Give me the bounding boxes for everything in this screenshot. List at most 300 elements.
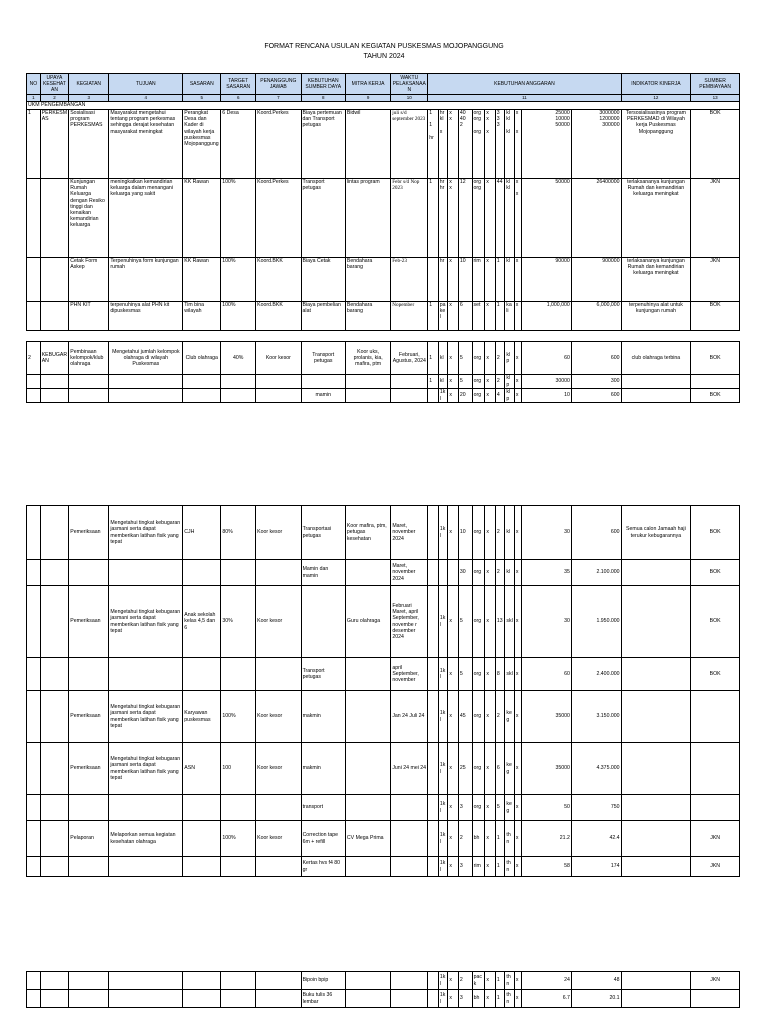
- cell-a5: pack: [472, 972, 485, 990]
- cell-a10: 30: [522, 506, 572, 560]
- cell-target: [221, 990, 256, 1008]
- cell-a2: 1kl: [438, 586, 448, 658]
- table-row: [27, 586, 740, 658]
- cell-dana: BOK: [691, 389, 740, 403]
- index-cell: 9: [345, 95, 390, 102]
- cell-a2: pa kel: [438, 302, 448, 331]
- cell-a6: x: [485, 972, 496, 990]
- cell-a7: 3 3 3: [495, 110, 505, 179]
- cell-a2: 1kl: [438, 691, 448, 743]
- cell-a10: 35000: [522, 743, 572, 795]
- cell-a6: x: [485, 389, 496, 403]
- cell-no: [27, 302, 41, 331]
- cell-mitra: [345, 743, 390, 795]
- cell-target: 100: [221, 743, 256, 795]
- cell-a5: org: [472, 560, 485, 586]
- cell-kegiatan: Cetak Form Askep: [69, 258, 109, 302]
- cell-pj: [256, 658, 301, 691]
- cell-a9: x: [514, 560, 521, 586]
- cell-a3: [448, 560, 459, 586]
- cell-mitra: lintas program: [345, 179, 390, 258]
- cell-a4: 10: [458, 258, 472, 302]
- cell-a3: x: [448, 302, 459, 331]
- cell-a8: keg: [505, 743, 515, 795]
- cell-a2: 1kl: [438, 743, 448, 795]
- cell-waktu: Februari, Agustus, 2024: [391, 342, 428, 375]
- header-cell: MITRA KERJA: [345, 74, 390, 95]
- cell-a5: org: [472, 795, 485, 821]
- cell-pj: Koord.Perkes: [256, 179, 301, 258]
- cell-sumber: Mamin dan mamin: [301, 560, 345, 586]
- cell-total: 6,000,000: [571, 302, 621, 331]
- table-row: [27, 110, 740, 179]
- cell-target: 100%: [221, 302, 256, 331]
- cell-mitra: [345, 857, 390, 877]
- cell-a2: hr: [438, 258, 448, 302]
- cell-indikator: [621, 857, 691, 877]
- cell-sasaran: Club olahraga: [183, 342, 221, 375]
- cell-a7: 2: [495, 560, 505, 586]
- cell-a8: kali: [505, 302, 515, 331]
- cell-a7: 1: [495, 990, 505, 1008]
- cell-sumber: Transportasi petugas: [301, 506, 345, 560]
- cell-mitra: CV Mega Prima: [345, 821, 390, 857]
- cell-mitra: Guru olahraga: [345, 586, 390, 658]
- header-cell: WAKTU PELAKSANAAN: [392, 74, 426, 94]
- cell-kegiatan: [69, 389, 109, 403]
- cell-kegiatan: Pemeriksaan: [69, 506, 109, 560]
- cell-no: [27, 658, 41, 691]
- budget-table-top: [26, 73, 740, 331]
- table-row: [27, 743, 740, 795]
- cell-indikator: [621, 389, 691, 403]
- cell-total: 300: [571, 375, 621, 389]
- cell-a3: x: [448, 586, 459, 658]
- cell-no: [27, 821, 41, 857]
- cell-dana: JKN: [691, 179, 740, 258]
- cell-upaya: [40, 389, 69, 403]
- cell-kegiatan: [69, 560, 109, 586]
- cell-a6: x: [485, 857, 496, 877]
- cell-a10: 60: [522, 342, 572, 375]
- cell-mitra: [345, 795, 390, 821]
- cell-target: [221, 857, 256, 877]
- cell-pj: Koor kesor: [256, 506, 301, 560]
- cell-a5: org: [472, 586, 485, 658]
- cell-indikator: [621, 743, 691, 795]
- cell-upaya: [40, 258, 69, 302]
- cell-a10: 30000: [522, 375, 572, 389]
- cell-a1: [428, 560, 439, 586]
- cell-sasaran: [183, 857, 221, 877]
- cell-a9: x: [514, 389, 521, 403]
- cell-dana: [691, 375, 740, 389]
- cell-a2: 1kl: [438, 821, 448, 857]
- cell-dana: BOK: [691, 586, 740, 658]
- cell-a4: 5: [458, 658, 472, 691]
- cell-indikator: [621, 821, 691, 857]
- cell-a9: x: [514, 342, 521, 375]
- cell-kegiatan: Pembinaan kelompok/klub olahraga: [69, 342, 109, 375]
- cell-a1: 1: [428, 179, 439, 258]
- cell-a2: kl: [438, 342, 448, 375]
- cell-a10: 10: [522, 389, 572, 403]
- cell-pj: Koord.BKK: [256, 302, 301, 331]
- cell-mitra: Koor mafira, ptm, petugas kesehatan: [345, 506, 390, 560]
- cell-a7: 1: [495, 302, 505, 331]
- cell-pj: [256, 972, 301, 990]
- cell-a4: 45: [458, 691, 472, 743]
- cell-tujuan: Melaporkan semua kegiatan kesehatan olahraga: [109, 821, 183, 857]
- cell-a8: keg: [505, 795, 515, 821]
- table-row: [27, 857, 740, 877]
- cell-indikator: terpenuhinya alat untuk kunjungan rumah: [621, 302, 691, 331]
- cell-a4: 25: [458, 743, 472, 795]
- cell-waktu: Feb-23: [391, 258, 428, 302]
- cell-a7: 44: [495, 179, 505, 258]
- cell-a7: 2: [495, 375, 505, 389]
- cell-a9: x: [514, 857, 521, 877]
- cell-mitra: [345, 375, 390, 389]
- cell-tujuan: Mengetahui jumlah kelompok olahraga di wilayah Puskesmas: [109, 342, 183, 375]
- cell-total: 48: [571, 972, 621, 990]
- cell-dana: JKN: [691, 972, 740, 990]
- cell-pj: [256, 560, 301, 586]
- cell-mitra: Koor uks, prolanis, kia, mafira, ptm: [345, 342, 390, 375]
- cell-sumber: makmin: [301, 691, 345, 743]
- header-cell: NO: [27, 74, 41, 95]
- header-row: [27, 74, 740, 95]
- cell-a6: x: [485, 821, 496, 857]
- cell-waktu: [391, 375, 428, 389]
- cell-a5: bh: [472, 990, 485, 1008]
- cell-a8: kl: [505, 258, 515, 302]
- cell-a8: keg: [505, 691, 515, 743]
- cell-waktu: [391, 857, 428, 877]
- cell-a2: hr hr: [438, 179, 448, 258]
- block-pemeriksaan: [27, 506, 740, 877]
- cell-a5: set: [472, 302, 485, 331]
- cell-indikator: [621, 560, 691, 586]
- cell-total: 750: [571, 795, 621, 821]
- block-kebugaran: [27, 342, 740, 403]
- cell-indikator: [621, 658, 691, 691]
- cell-a6: x: [485, 743, 496, 795]
- cell-a9: x: [514, 821, 521, 857]
- cell-a6: x: [485, 258, 496, 302]
- cell-total: 26400000: [571, 179, 621, 258]
- cell-no: [27, 743, 41, 795]
- cell-a1: [428, 658, 439, 691]
- cell-waktu: [391, 389, 428, 403]
- cell-a10: 60: [522, 658, 572, 691]
- cell-kegiatan: PHN KIT: [69, 302, 109, 331]
- cell-pj: [256, 990, 301, 1008]
- cell-indikator: [621, 990, 691, 1008]
- cell-sasaran: [183, 560, 221, 586]
- cell-kegiatan: [69, 795, 109, 821]
- cell-a6: x: [485, 375, 496, 389]
- cell-tujuan: [109, 795, 183, 821]
- cell-sumber: Correction tape 6m + refill: [301, 821, 345, 857]
- cell-sumber: Transport petugas: [301, 658, 345, 691]
- cell-a3: x x: [448, 110, 459, 179]
- cell-a1: [428, 795, 439, 821]
- table-row: [27, 375, 740, 389]
- cell-upaya: [40, 821, 69, 857]
- cell-a3: x: [448, 972, 459, 990]
- cell-pj: Koor kesor: [256, 342, 301, 375]
- cell-total: 600: [571, 342, 621, 375]
- cell-kegiatan: [69, 990, 109, 1008]
- cell-sasaran: [183, 821, 221, 857]
- cell-a10: 90000: [522, 258, 572, 302]
- cell-indikator: club olahraga terbina: [621, 342, 691, 375]
- cell-a4: 2: [458, 821, 472, 857]
- cell-tujuan: Terpenuhinya form kunjungan rumah: [109, 258, 183, 302]
- cell-sasaran: ASN: [183, 743, 221, 795]
- cell-mitra: [345, 658, 390, 691]
- cell-a2: 1kl: [438, 857, 448, 877]
- index-cell: 7: [256, 95, 301, 102]
- header-cell: TARGET SASARAN: [221, 74, 256, 95]
- cell-sasaran: [183, 990, 221, 1008]
- cell-target: [221, 375, 256, 389]
- cell-a2: 1kl: [438, 972, 448, 990]
- cell-a8: klp: [505, 375, 515, 389]
- cell-a8: klp: [505, 342, 515, 375]
- cell-a10: 30: [522, 586, 572, 658]
- cell-a5: rim: [472, 857, 485, 877]
- cell-sumber: Kertas hvs f4 80 gr: [301, 857, 345, 877]
- cell-a8: kl: [505, 506, 515, 560]
- cell-dana: JKN: [691, 258, 740, 302]
- cell-target: [221, 795, 256, 821]
- cell-kegiatan: Sosialisasi program PERKESMAS: [69, 110, 109, 179]
- cell-a2: [438, 560, 448, 586]
- cell-a4: 2: [458, 972, 472, 990]
- cell-a3: x: [448, 990, 459, 1008]
- budget-table-kebugaran: [26, 341, 740, 403]
- cell-a1: 1: [428, 302, 439, 331]
- cell-kegiatan: Pemeriksaan: [69, 691, 109, 743]
- cell-upaya: [40, 990, 69, 1008]
- cell-a1: [428, 743, 439, 795]
- cell-waktu: [391, 972, 428, 990]
- cell-a6: x: [485, 302, 496, 331]
- cell-a6: x: [485, 506, 496, 560]
- cell-kegiatan: Pemeriksaan: [69, 586, 109, 658]
- cell-waktu: Maret, november 2024: [391, 560, 428, 586]
- cell-dana: [691, 743, 740, 795]
- cell-a10: 50: [522, 795, 572, 821]
- cell-a7: 1: [495, 258, 505, 302]
- cell-target: 100%: [221, 258, 256, 302]
- cell-a1: [428, 972, 439, 990]
- cell-sasaran: [183, 389, 221, 403]
- cell-sasaran: [183, 658, 221, 691]
- cell-a9: x: [514, 258, 521, 302]
- cell-target: 80%: [221, 506, 256, 560]
- cell-tujuan: Mengetahui tingkat kebugaran jasmani serta dapat memberikan latihan fisik yang tepat: [109, 586, 183, 658]
- cell-total: 3.150.000: [571, 691, 621, 743]
- cell-a5: org org org: [472, 110, 485, 179]
- header-cell: PENANGGUNG JAWAB: [256, 74, 301, 95]
- cell-a4: 10: [458, 506, 472, 560]
- cell-a3: x: [448, 342, 459, 375]
- cell-a8: kl kl: [505, 179, 515, 258]
- cell-a4: 40 40 2: [458, 110, 472, 179]
- cell-a8: thn: [505, 857, 515, 877]
- index-cell: 5: [183, 95, 221, 102]
- cell-no: [27, 179, 41, 258]
- cell-indikator: [621, 691, 691, 743]
- cell-waktu: Jan 24 Juli 24: [391, 691, 428, 743]
- cell-indikator: [621, 375, 691, 389]
- cell-upaya: [40, 691, 69, 743]
- cell-total: 600: [571, 389, 621, 403]
- header-cell: KEBUTUHAN ANGGARAN: [428, 74, 621, 95]
- cell-dana: BOK: [691, 506, 740, 560]
- table-row: [27, 179, 740, 258]
- cell-a5: org: [472, 375, 485, 389]
- cell-a2: 1kl: [438, 389, 448, 403]
- cell-sasaran: KK Rawan: [183, 258, 221, 302]
- index-cell: 11: [428, 95, 621, 102]
- cell-kegiatan: [69, 857, 109, 877]
- cell-a3: x: [448, 795, 459, 821]
- cell-dana: JKN: [691, 821, 740, 857]
- cell-a10: 58: [522, 857, 572, 877]
- cell-a2: hr kl x: [438, 110, 448, 179]
- cell-sumber: [301, 375, 345, 389]
- cell-a4: 5: [458, 342, 472, 375]
- cell-target: [221, 389, 256, 403]
- cell-pj: [256, 857, 301, 877]
- cell-a5: org: [472, 342, 485, 375]
- cell-indikator: Tersosialisasinya program PERKESMAD di Wilayah kerja Puskesmas Mojopanggung: [621, 110, 691, 179]
- cell-no: 1: [27, 110, 41, 179]
- cell-a7: 2: [495, 691, 505, 743]
- cell-total: 2.400.000: [571, 658, 621, 691]
- header-cell: SASARAN: [183, 74, 221, 95]
- cell-target: 6 Desa: [221, 110, 256, 179]
- cell-sasaran: [183, 375, 221, 389]
- cell-a7: 2: [495, 342, 505, 375]
- budget-table-pemeriksaan: [26, 505, 740, 877]
- cell-a2: 1kl: [438, 658, 448, 691]
- cell-no: [27, 972, 41, 990]
- cell-a4: 12: [458, 179, 472, 258]
- cell-a2: 1kl: [438, 990, 448, 1008]
- cell-a10: 50000: [522, 179, 572, 258]
- cell-sasaran: KK Rawan: [183, 179, 221, 258]
- table-row: [27, 795, 740, 821]
- cell-a9: x: [514, 658, 521, 691]
- cell-a3: x: [448, 375, 459, 389]
- cell-dana: JKN: [691, 857, 740, 877]
- cell-no: [27, 857, 41, 877]
- cell-a8: skl: [505, 586, 515, 658]
- cell-sasaran: Perangkat Desa dan Kader di wilayah kerja puskesmas Mojopanggung: [183, 110, 221, 179]
- cell-upaya: [40, 972, 69, 990]
- index-cell: 10: [391, 95, 428, 102]
- cell-upaya: PERKESMAS: [40, 110, 69, 179]
- cell-a9: x: [514, 972, 521, 990]
- cell-upaya: [40, 506, 69, 560]
- cell-sumber: Transport petugas: [301, 342, 345, 375]
- header-cell: TUJUAN: [109, 74, 183, 95]
- cell-a3: x: [448, 821, 459, 857]
- table-row: [27, 658, 740, 691]
- index-cell: 4: [109, 95, 183, 102]
- cell-tujuan: terpenuhinya alat PHN kit dipuskesmas: [109, 302, 183, 331]
- cell-a5: bh: [472, 821, 485, 857]
- cell-a9: x: [514, 691, 521, 743]
- cell-a3: x: [448, 506, 459, 560]
- cell-a7: 5: [495, 795, 505, 821]
- cell-tujuan: [109, 857, 183, 877]
- cell-a8: thn: [505, 972, 515, 990]
- cell-target: 100%: [221, 821, 256, 857]
- cell-a10: 25000 10000 50000: [522, 110, 572, 179]
- cell-waktu: juli s/d september 2023: [391, 110, 428, 179]
- index-cell: 6: [221, 95, 256, 102]
- cell-waktu: [391, 990, 428, 1008]
- cell-upaya: KEBUGARAN: [40, 342, 69, 375]
- cell-sasaran: [183, 795, 221, 821]
- cell-upaya: [40, 302, 69, 331]
- cell-sumber: [301, 586, 345, 658]
- cell-sumber: Transport petugas: [301, 179, 345, 258]
- cell-a5: org org: [472, 179, 485, 258]
- cell-total: 20.1: [571, 990, 621, 1008]
- cell-waktu: Juni 24 mei 24: [391, 743, 428, 795]
- cell-upaya: [40, 179, 69, 258]
- cell-a1: [428, 586, 439, 658]
- cell-target: 100%: [221, 179, 256, 258]
- header-cell: UPAYA KESEHATAN: [40, 74, 69, 95]
- index-cell: 13: [691, 95, 740, 102]
- cell-mitra: [345, 389, 390, 403]
- cell-a1: 1 1 hr: [428, 110, 439, 179]
- table-row: [27, 560, 740, 586]
- cell-upaya: [40, 375, 69, 389]
- cell-a8: thn: [505, 990, 515, 1008]
- cell-total: 3000000 1200000 300000: [571, 110, 621, 179]
- cell-indikator: terlaksananya kunjungan Rumah dan kemandirian keluarga meningkat: [621, 179, 691, 258]
- cell-tujuan: [109, 990, 183, 1008]
- header-cell: INDIKATOR KINERJA: [621, 74, 691, 95]
- cell-upaya: [40, 857, 69, 877]
- cell-tujuan: Mengetahui tingkat kebugaran jasmani serta dapat memberikan latihan fisik yang tepat: [109, 691, 183, 743]
- cell-indikator: [621, 972, 691, 990]
- cell-indikator: [621, 795, 691, 821]
- cell-a4: 6: [458, 302, 472, 331]
- cell-tujuan: Mengetahui tingkat kebugaran jasmani serta dapat memberikan latihan fisik yang tepat: [109, 743, 183, 795]
- cell-a1: [428, 506, 439, 560]
- cell-a1: [428, 691, 439, 743]
- cell-no: [27, 691, 41, 743]
- cell-total: 4.375.000: [571, 743, 621, 795]
- cell-kegiatan: [69, 658, 109, 691]
- index-cell: 12: [621, 95, 691, 102]
- cell-waktu: [391, 795, 428, 821]
- section-row: [27, 102, 740, 110]
- cell-tujuan: Mengetahui tingkat kebugaran jasmani serta dapat memberikan latihan fisik yang tepat: [109, 506, 183, 560]
- cell-a7: 1: [495, 972, 505, 990]
- cell-a4: 3: [458, 795, 472, 821]
